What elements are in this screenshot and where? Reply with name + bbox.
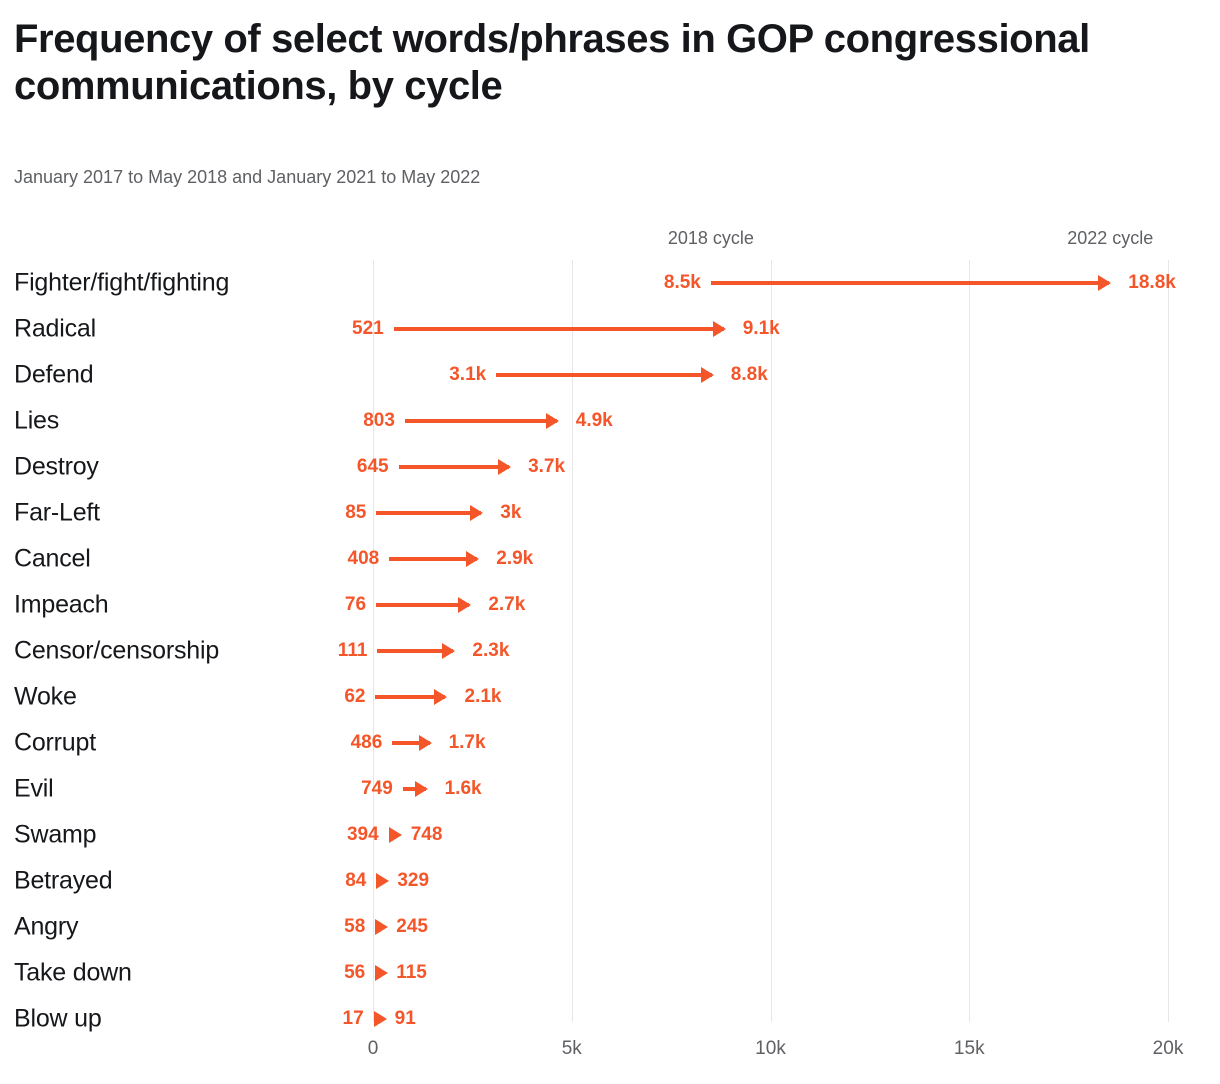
row-category-label: Impeach [14,590,109,619]
change-arrow [389,557,477,561]
chart-row [0,444,1220,490]
x-axis-tick: 0 [367,1038,379,1059]
chart-row [0,306,1220,352]
annotation-2018-cycle: 2018 cycle [667,228,754,248]
chart-row [0,996,1220,1042]
value-label-2022: 2.1k [464,686,502,707]
value-label-2022: 4.9k [575,410,613,431]
row-category-label: Fighter/fight/fighting [14,268,230,297]
value-label-2018: 8.5k [663,272,701,293]
row-category-label: Destroy [14,452,99,481]
change-arrow [403,787,426,791]
value-label-2022: 245 [396,916,428,937]
row-category-label: Radical [14,314,96,343]
row-category-label: Blow up [14,1004,102,1033]
value-label-2022: 2.7k [488,594,526,615]
value-label-2022: 1.6k [444,778,482,799]
x-axis-tick: 5k [561,1038,582,1059]
value-label-2022: 18.8k [1128,272,1176,293]
value-label-2018: 645 [356,456,389,477]
value-label-2018: 62 [344,686,366,707]
row-category-label: Cancel [14,544,91,573]
change-arrow [399,465,509,469]
value-label-2018: 76 [344,594,367,615]
chart-row [0,904,1220,950]
value-label-2018: 84 [345,870,367,891]
change-arrow [392,741,429,745]
chart-row [0,260,1220,306]
value-label-2022: 748 [410,824,443,845]
value-label-2022: 91 [394,1008,416,1029]
x-axis-tick: 15k [953,1038,985,1059]
value-label-2018: 3.1k [449,364,487,385]
value-label-2018: 803 [363,410,395,431]
row-category-label: Evil [14,774,54,803]
row-category-label: Betrayed [14,866,113,895]
value-label-2018: 486 [350,732,383,753]
chart-row [0,766,1220,812]
change-arrow [374,1011,387,1027]
row-category-label: Take down [14,958,132,987]
value-label-2022: 2.9k [496,548,534,569]
change-arrow [496,373,712,377]
x-axis-tick: 20k [1152,1038,1184,1059]
row-category-label: Defend [14,360,94,389]
value-label-2022: 8.8k [730,364,768,385]
value-label-2022: 1.7k [448,732,486,753]
change-arrow [375,695,445,699]
value-label-2018: 56 [344,962,366,983]
chart-rows [0,260,1220,1042]
chart-row [0,398,1220,444]
row-category-label: Corrupt [14,728,96,757]
chart-row [0,674,1220,720]
value-label-2022: 3.7k [528,456,566,477]
x-axis-tick: 10k [755,1038,786,1059]
chart-row [0,628,1220,674]
change-arrow [376,873,389,889]
chart-row [0,858,1220,904]
annotation-2022-cycle: 2022 cycle [1067,228,1154,248]
value-label-2018: 521 [352,318,384,339]
value-label-2022: 9.1k [742,318,780,339]
chart-row [0,536,1220,582]
row-category-label: Lies [14,406,60,435]
value-label-2022: 329 [397,870,430,891]
change-arrow [375,919,388,935]
row-category-label: Angry [14,912,79,941]
change-arrow [394,327,724,331]
value-label-2018: 111 [337,640,368,661]
value-label-2018: 749 [361,778,393,799]
chart-row [0,950,1220,996]
value-label-2022: 3k [500,502,522,523]
change-arrow [376,511,481,515]
value-label-2018: 17 [342,1008,364,1029]
value-label-2018: 85 [345,502,367,523]
page-title: Frequency of select words/phrases in GOP congressional communications, by cycle [14,17,1090,109]
change-arrow [389,827,402,843]
change-arrow [375,965,388,981]
change-arrow [405,419,557,423]
chart-row [0,582,1220,628]
chart-plot-area [0,222,1220,1084]
value-label-2018: 394 [346,824,379,845]
value-label-2022: 115 [396,962,427,983]
chart-subtitle: January 2017 to May 2018 and January 2021 to May 2022 [14,167,481,187]
value-label-2022: 2.3k [472,640,510,661]
change-arrow [376,603,469,607]
change-arrow [711,281,1109,285]
chart-row [0,720,1220,766]
row-category-label: Woke [14,682,77,711]
chart-row [0,490,1220,536]
chart-row [0,812,1220,858]
row-category-label: Censor/censorship [14,636,220,665]
value-label-2018: 58 [344,916,366,937]
row-category-label: Far-Left [14,498,100,527]
value-label-2018: 408 [347,548,380,569]
x-axis [0,1038,1220,1062]
row-category-label: Swamp [14,820,97,849]
change-arrow [377,649,453,653]
chart-row [0,352,1220,398]
